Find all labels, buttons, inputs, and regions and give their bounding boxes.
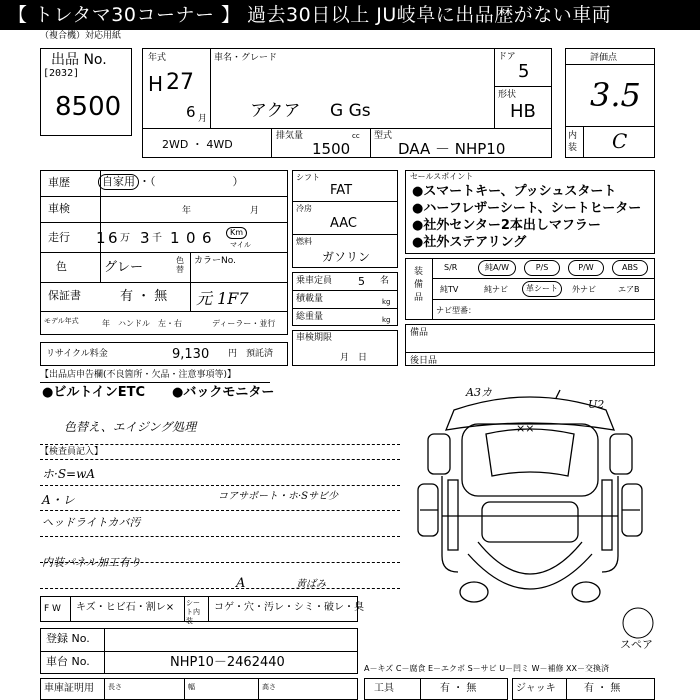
shift-label: シフト: [296, 173, 320, 182]
inspection-label: 車検: [48, 202, 70, 215]
color-value: グレー: [104, 260, 144, 275]
mileage-d6: 6: [202, 229, 212, 247]
model-grade: G Gs: [330, 101, 371, 121]
model-label: 車名・グレード: [214, 53, 278, 63]
tools-label: 工具: [374, 683, 394, 694]
aircon-label: 冷房: [296, 204, 312, 213]
load-unit: kg: [382, 298, 391, 306]
sales-point-3: ●社外センター2本出しマフラー: [412, 218, 601, 233]
gross-label: 総重量: [296, 312, 324, 322]
seller-label: 【出品店申告欄(不良箇所・欠品・注意事項等)】: [40, 370, 237, 380]
doors-value: 5: [518, 61, 530, 82]
fuel-label: 燃料: [296, 237, 312, 246]
color-changed: 色替: [176, 256, 184, 274]
mileage-d2: 6: [108, 229, 118, 247]
garage-cert-width: 幅: [188, 683, 195, 691]
sales-points-label: セールスポイント: [410, 172, 474, 181]
car-damage-diagram: [402, 376, 658, 622]
doors-label: ドア: [498, 52, 516, 62]
shape-value: HB: [510, 101, 536, 122]
inspector-right-note: コアサポート・ホ·Sサビ少: [218, 491, 339, 502]
reg-period-unit: 月 日: [340, 353, 368, 363]
model-year-handle: 年 ハンドル 左・右: [102, 319, 182, 328]
inspector-label: 【検査員記入】: [40, 447, 104, 457]
equip-sr: S/R: [444, 263, 458, 272]
spare-label: スペア: [620, 638, 653, 651]
recycle-note: 預託済: [246, 349, 274, 359]
displacement-label: 排気量: [276, 131, 304, 141]
year-month: 6: [186, 103, 196, 121]
fuel-value: ガソリン: [322, 250, 371, 264]
history-rest: ・（ ）: [139, 175, 244, 188]
mileage-d3: 3: [140, 229, 150, 247]
mileage-unit-man: 万: [120, 233, 130, 244]
equipment-label: 装備品: [414, 267, 424, 303]
history-circled: 自家用: [98, 174, 139, 190]
diagram-note-top: A3カ: [466, 386, 492, 399]
warranty-value: 有 ・ 無: [120, 289, 168, 304]
capacity-unit: 名: [380, 276, 390, 286]
mileage-d4: 1: [170, 229, 180, 247]
year-month-unit: 月: [198, 114, 208, 124]
inspection-month: 月: [250, 206, 260, 216]
post-label: 後日品: [410, 356, 438, 366]
sales-point-1: ●スマートキー、プッシュスタート: [412, 184, 617, 199]
jack-label: ジャッキ: [516, 683, 556, 694]
equip-navi-model: ナビ型番：: [436, 306, 476, 315]
load-label: 積載量: [296, 294, 324, 304]
inspector-line-2: A・レ: [42, 493, 75, 507]
displacement-unit: cc: [352, 132, 360, 140]
warranty-label: 保証書: [48, 289, 81, 302]
mileage-d1: 1: [96, 229, 106, 247]
registration-label: 登録 No.: [46, 632, 90, 645]
inspector-line-3: ヘッドライトカバ汚: [42, 516, 141, 529]
equip-leather: 革シート: [522, 281, 562, 297]
equip-pw: P/W: [568, 260, 604, 276]
drive-value: 2WD ・ 4WD: [162, 138, 233, 151]
aircon-value: AAC: [330, 216, 357, 231]
seat-label: シート内装: [186, 599, 200, 625]
seller-handwriting: 色替え、エイジング処理: [64, 420, 197, 434]
lot-number: 8500: [55, 92, 122, 122]
lot-label: 出品 No.: [51, 52, 107, 68]
year-era: H: [148, 72, 164, 96]
diagram-note-right: U2: [588, 398, 605, 411]
score-label: 評価点: [590, 53, 618, 63]
score-value: 3.5: [590, 76, 641, 114]
diagram-note-yellow: 黄ばみ: [296, 579, 326, 590]
mileage-unit-sen: 千: [152, 233, 162, 244]
color-code-label: カラーNo.: [194, 256, 236, 266]
equip-ps: P/S: [524, 260, 560, 276]
damage-legend: A－キズ C－腐食 E－エクボ S－サビ U－凹ミ W－補修 XX－交換済: [364, 664, 610, 673]
garage-cert-height: 高さ: [262, 683, 276, 691]
garage-cert-length: 長さ: [108, 683, 122, 691]
equip-aw: 純A/W: [478, 260, 516, 276]
jack-value: 有 ・ 無: [584, 683, 621, 694]
lot-code: [2032]: [43, 68, 80, 79]
recycle-value: 9,130: [172, 347, 210, 362]
seat-value: コゲ・穴・汚レ・シミ・破レ・臭: [214, 602, 364, 613]
model-year-label: モデル年式: [44, 317, 79, 325]
capacity-value: 5: [358, 275, 365, 288]
lot-box: [40, 48, 132, 136]
model-year-dealer: ディーラー・並行: [212, 319, 276, 328]
displacement-value: 1500: [312, 140, 351, 158]
notes-label: 備品: [410, 328, 429, 338]
shape-label: 形状: [498, 90, 517, 100]
fw-value: キズ・ヒビ石・割レ×: [76, 602, 175, 613]
gross-unit: kg: [382, 316, 391, 324]
history-value: [98, 174, 244, 190]
shift-value: FAT: [330, 183, 353, 198]
warranty-note: 元 1F7: [196, 289, 249, 308]
diagram-note-mid: ××: [516, 422, 535, 435]
notes-box: [405, 324, 655, 366]
capacity-label: 乗車定員: [296, 276, 333, 286]
interior-value: C: [612, 129, 628, 153]
mileage-d5: 0: [186, 229, 196, 247]
model-name: アクア: [250, 101, 301, 121]
form-subtitle: （複合機）対応用紙: [40, 31, 122, 41]
type-label: 型式: [374, 131, 393, 141]
chassis-value: NHP10－2462440: [170, 655, 285, 670]
reg-period-label: 車検期限: [296, 333, 333, 343]
year-value: 27: [166, 70, 194, 95]
history-label: 車歴: [48, 176, 70, 189]
year-label: 年式: [148, 53, 167, 63]
seller-item-2: ●バックモニター: [172, 385, 275, 400]
inspector-line-5: 内装パネル加工有り: [42, 556, 141, 569]
mileage-label: 走行: [48, 231, 70, 244]
recycle-label: リサイクル料金: [46, 349, 108, 359]
inspection-year: 年: [182, 206, 192, 216]
equip-navi: 純ナビ: [484, 285, 508, 294]
banner-title: 【 トレタマ30コーナー 】 過去30日以上 JU岐阜に出品歴がない車両: [0, 0, 700, 30]
sales-point-4: ●社外ステアリング: [412, 235, 527, 250]
seller-item-1: ●ビルトインETC: [42, 385, 145, 400]
diagram-note-a: A: [236, 576, 246, 591]
equip-ext-navi: 外ナビ: [572, 285, 596, 294]
mileage-unit-mile: マイル: [230, 241, 251, 249]
sales-point-2: ●ハーフレザーシート、シートヒーター: [412, 201, 642, 216]
interior-label: 内装: [568, 131, 578, 153]
mileage-unit-km: Km: [226, 227, 247, 239]
color-label: 色: [56, 260, 67, 273]
equip-abs: ABS: [612, 260, 648, 276]
type-value: DAA － NHP10: [398, 140, 506, 158]
equip-airbag: エアB: [618, 285, 640, 294]
inspector-line-1: ホ·S=wA: [42, 467, 96, 481]
recycle-unit: 円: [228, 349, 238, 359]
chassis-label: 車台 No.: [46, 655, 90, 668]
garage-cert-label: 車庫証明用: [44, 683, 94, 694]
tools-value: 有 ・ 無: [440, 683, 477, 694]
spare-tire-icon: [618, 606, 658, 640]
equip-tv: 純TV: [440, 285, 459, 294]
fw-label: F W: [44, 604, 61, 614]
